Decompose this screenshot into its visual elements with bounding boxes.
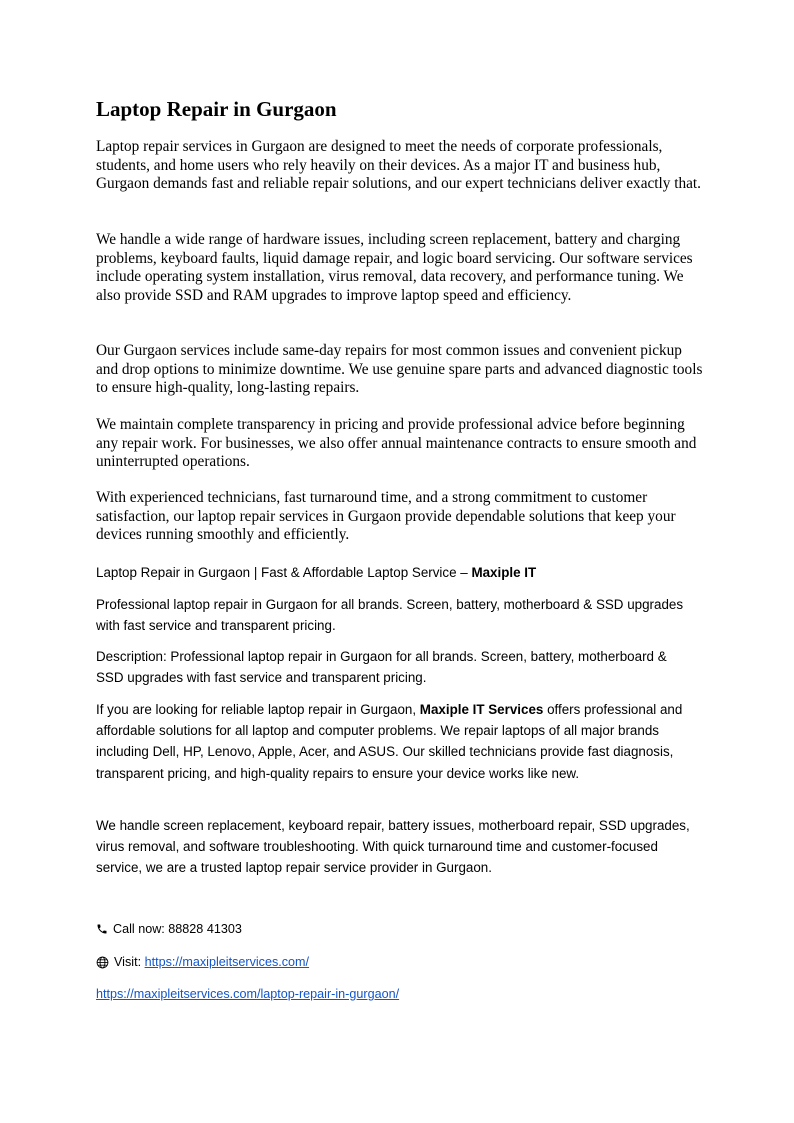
phone-line [96,920,242,938]
visit-link[interactable]: https://maxipleitservices.com/ [144,955,310,969]
meta-description: Description: Professional laptop repair in Gurgaon for all brands. Screen, battery, motherboard & SSD upgrades with fast service and transparent pricing. [96,649,667,686]
page-url-line [96,985,399,1003]
page-title: Laptop Repair in Gurgaon [96,97,337,121]
services-paragraph: We handle screen replacement, keyboard repair, battery issues, motherboard repair, SSD upgrades, virus removal, and software troubleshooting. With quick turnaround time and customer-focused service, we are a trusted laptop repair service provider in Gurgaon. [96,818,690,876]
meta-title [96,562,696,583]
phone-label: Call now: 88828 41303 [113,922,242,936]
page-url-link[interactable]: https://maxipleitservices.com/laptop-repair-in-gurgaon/ [96,987,400,1001]
meta-title-brand: Maxiple IT [471,565,537,580]
meta-title-text: Laptop Repair in Gurgaon | Fast & Affordable Laptop Service – [96,565,472,580]
hardware-paragraph: We handle a wide range of hardware issues, including screen replacement, battery and charging problems, keyboard faults, liquid damage repair, and logic board servicing. Our software services include operating system installation, virus removal, data recovery, and performance tuning. We also provide SSD and RAM upgrades to improve laptop speed and efficiency. [96,231,693,304]
brand-intro-name: Maxiple IT Services [419,702,544,717]
phone-icon [96,923,108,935]
brand-intro-prefix: If you are looking for reliable laptop repair in Gurgaon, [96,702,420,717]
pricing-paragraph: We maintain complete transparency in pricing and provide professional advice before beginning any repair work. For businesses, we also offer annual maintenance contracts to ensure smooth and uninterrupted operations. [96,416,697,471]
brand-intro-paragraph [96,699,696,784]
visit-line [96,953,309,971]
visit-label: Visit: [114,955,142,969]
intro-paragraph: Laptop repair services in Gurgaon are designed to meet the needs of corporate professionals, students, and home users who rely heavily on their devices. As a major IT and business hub, Gurgaon demands fast and reliable repair solutions, and our expert technicians deliver exactly that. [96,138,702,193]
brand-intro-suffix: offers professional and affordable solutions for all laptop and computer problems. We repair laptops of all major brands including Dell, HP, Lenovo, Apple, Acer, and ASUS. Our skilled technicians provide fast diagnosis, transparent pricing, and high-quality repairs to ensure your device works like new. [96,702,683,781]
closing-paragraph: With experienced technicians, fast turnaround time, and a strong commitment to customer satisfaction, our laptop repair services in Gurgaon provide dependable solutions that keep your devices running smoothly and efficiently. [96,489,676,544]
globe-icon [96,956,109,969]
meta-text: Professional laptop repair in Gurgaon for all brands. Screen, battery, motherboard & SSD upgrades with fast service and transparent pricing. [96,597,684,634]
gurgaon-services-paragraph: Our Gurgaon services include same-day repairs for most common issues and convenient pickup and drop options to minimize downtime. We use genuine spare parts and advanced diagnostic tools to ensure high-quality, long-lasting repairs. [96,342,703,397]
